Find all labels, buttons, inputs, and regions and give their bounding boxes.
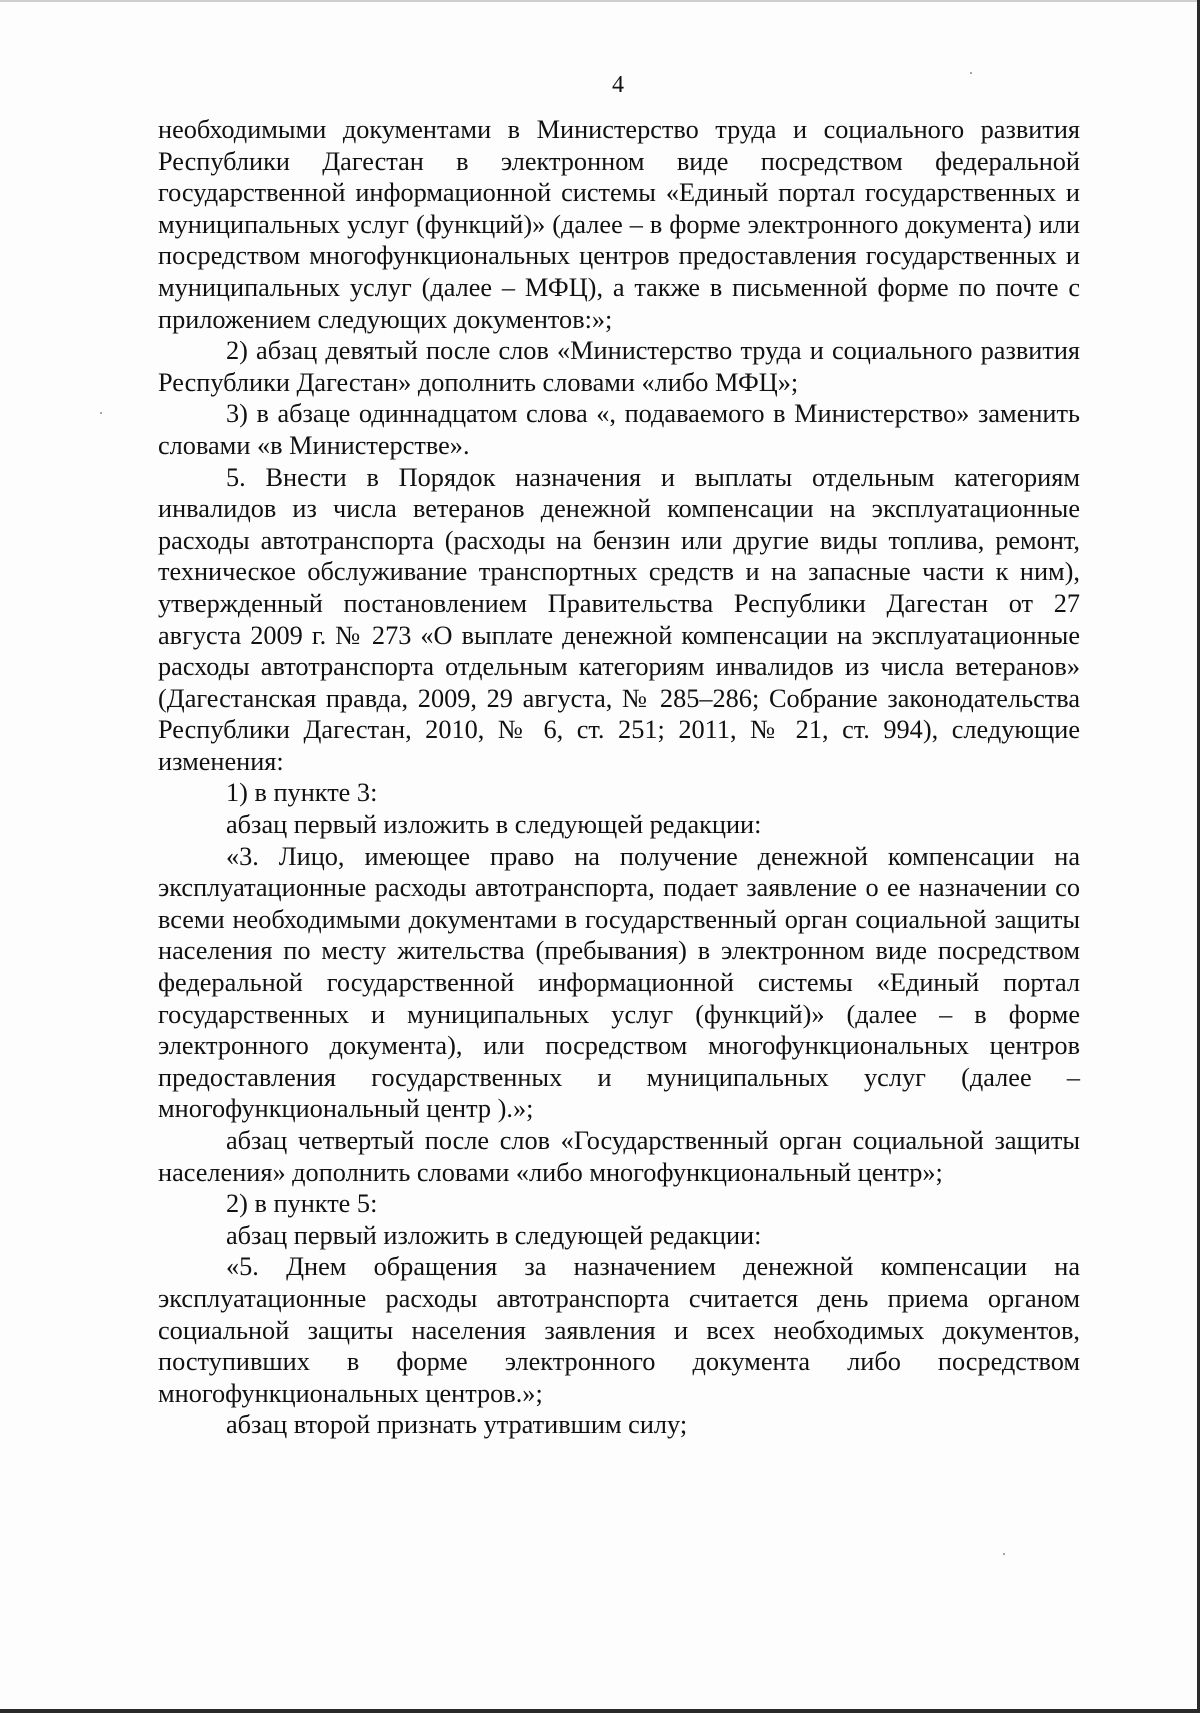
page-bottom-edge bbox=[0, 1709, 1200, 1713]
paragraph-5: 1) в пункте 3: bbox=[226, 778, 378, 808]
paragraph-11: «5. Днем обращения за назначением денежной компенсации на эксплуатационные расходы автотранспорта считается день приема органом социальной защиты населения заявления и всех необходимых документов, поступивших в форме электронного документа либо посредством многофункциональных центров.»; bbox=[158, 1252, 1080, 1408]
document-body bbox=[158, 114, 1080, 1441]
scan-speck bbox=[100, 412, 102, 414]
paragraph-12: абзац второй признать утратившим силу; bbox=[226, 1410, 688, 1440]
paragraph-2: 2) абзац девятый после слов «Министерство труда и социального развития Республики Дагестан» дополнить словами «либо МФЦ»; bbox=[158, 336, 1080, 397]
paragraph-8: абзац четвертый после слов «Государственный орган социальной защиты населения» дополнить словами «либо многофункциональный центр»; bbox=[158, 1126, 1080, 1187]
page-number: 4 bbox=[612, 72, 624, 98]
paragraph-3: 3) в абзаце одиннадцатом слова «, подаваемого в Министерство» заменить словами «в Министерстве». bbox=[158, 399, 1080, 460]
paragraph-4: 5. Внести в Порядок назначения и выплаты отдельным категориям инвалидов из числа ветеранов денежной компенсации на эксплуатационные расходы автотранспорта (расходы на бензин или другие виды топлива, ремонт, техническое обслуживание транспортных средств и на запасные части к ним), утвержденный постановлением Правительства Республики Дагестан от 27 августа 2009 г. № 273 «О выплате денежной компенсации на эксплуатационные расходы автотранспорта отдельным категориям инвалидов из числа ветеранов» (Дагестанская правда, 2009, 29 августа, № 285–286; Собрание законодательства Республики Дагестан, 2010, № 6, ст. 251; 2011, № 21, ст. 994), следующие изменения: bbox=[158, 462, 1080, 776]
scan-speck bbox=[1003, 1553, 1005, 1555]
paragraph-10: абзац первый изложить в следующей редакции: bbox=[226, 1220, 762, 1250]
page-top-edge bbox=[0, 0, 1200, 2]
paragraph-6: абзац первый изложить в следующей редакции: bbox=[226, 810, 762, 840]
paragraph-9: 2) в пункте 5: bbox=[226, 1189, 378, 1219]
paragraph-7: «3. Лицо, имеющее право на получение денежной компенсации на эксплуатационные расходы автотранспорта, подает заявление о ее назначении со всеми необходимыми документами в государственный орган социальной защиты населения по месту жительства (пребывания) в электронном виде посредством федеральной государственной информационной системы «Единый портал государственных и муниципальных услуг (функций)» (далее – в форме электронного документа), или посредством многофункциональных центров предоставления государственных и муниципальных услуг (далее – многофункциональный центр ).»; bbox=[158, 841, 1080, 1124]
paragraph-1: необходимыми документами в Министерство труда и социального развития Республики Дагестан в электронном виде посредством федеральной государственной информационной системы «Единый портал государственных и муниципальных услуг (функций)» (далее – в форме электронного документа) или посредством многофункциональных центров предоставления государственных и муниципальных услуг (далее – МФЦ), а также в письменной форме по почте с приложением следующих документов:»; bbox=[158, 115, 1080, 334]
